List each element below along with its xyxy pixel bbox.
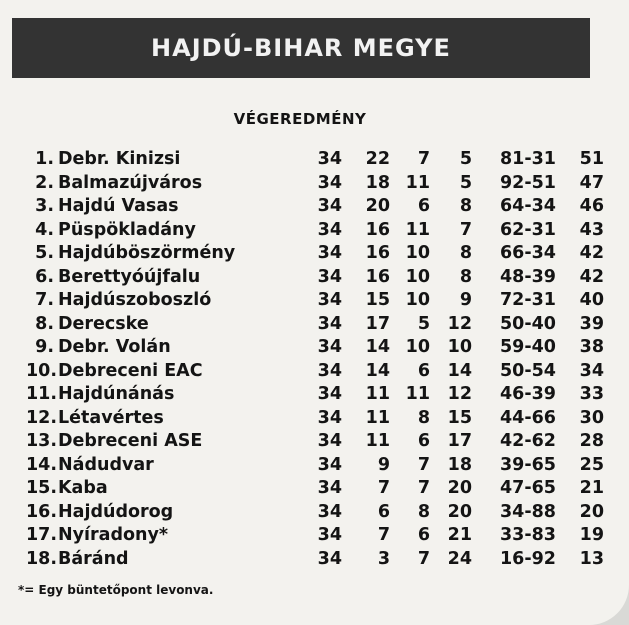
rank-cell: 10. (26, 360, 58, 381)
rank-cell: 5. (35, 243, 54, 263)
drawn-cell: 7 (417, 478, 430, 498)
won-cell: 6 (377, 501, 390, 522)
drawn-cell: 7 (417, 149, 430, 169)
rank-cell: 8. (35, 313, 54, 334)
rank-cell: 18. (26, 548, 58, 569)
team-name: Debr. Volán (58, 337, 171, 357)
goals-cell: 47-65 (500, 478, 556, 498)
table-row (26, 430, 604, 454)
drawn-cell: 11 (405, 172, 430, 193)
rank-cell: 2. (35, 172, 54, 193)
page-title: HAJDÚ-BIHAR MEGYE (151, 34, 451, 62)
won-cell: 7 (377, 525, 390, 545)
drawn-cell: 8 (417, 407, 430, 428)
team-name: Nyíradony* (58, 525, 169, 545)
goals-cell: 62-31 (500, 219, 556, 240)
rank-cell: 9. (35, 337, 54, 357)
rank-cell: 13. (26, 431, 58, 451)
table-row (26, 477, 604, 501)
played-cell: 34 (317, 290, 342, 310)
played-cell: 34 (317, 360, 342, 381)
table-row (26, 266, 604, 290)
table-row (26, 289, 604, 313)
played-cell: 34 (317, 196, 342, 216)
lost-cell: 7 (459, 219, 472, 240)
team-name: Hajdú Vasas (58, 196, 179, 216)
table-row (26, 313, 604, 337)
drawn-cell: 6 (417, 525, 430, 545)
points-cell: 38 (579, 337, 604, 357)
points-cell: 47 (579, 172, 604, 193)
played-cell: 34 (317, 548, 342, 569)
points-cell: 20 (579, 501, 604, 522)
points-cell: 25 (579, 454, 604, 475)
lost-cell: 10 (447, 337, 472, 357)
goals-cell: 42-62 (500, 431, 556, 451)
rank-cell: 17. (26, 525, 58, 545)
team-name: Debr. Kinizsi (58, 149, 181, 169)
table-row (26, 524, 604, 548)
drawn-cell: 6 (417, 360, 430, 381)
lost-cell: 9 (459, 290, 472, 310)
goals-cell: 72-31 (500, 290, 556, 310)
goals-cell: 44-66 (500, 407, 556, 428)
table-row (26, 501, 604, 525)
drawn-cell: 10 (405, 243, 430, 263)
team-name: Báránd (58, 548, 129, 569)
team-name: Berettyóújfalu (58, 266, 201, 287)
table-row (26, 383, 604, 407)
rank-cell: 3. (35, 196, 54, 216)
points-cell: 13 (579, 548, 604, 569)
points-cell: 33 (579, 384, 604, 404)
goals-cell: 34-88 (500, 501, 556, 522)
team-name: Balmazújváros (58, 172, 203, 193)
goals-cell: 39-65 (500, 454, 556, 475)
played-cell: 34 (317, 501, 342, 522)
points-cell: 46 (579, 196, 604, 216)
played-cell: 34 (317, 431, 342, 451)
standings-table (26, 148, 604, 571)
played-cell: 34 (317, 525, 342, 545)
drawn-cell: 6 (417, 431, 430, 451)
lost-cell: 12 (447, 384, 472, 404)
lost-cell: 15 (447, 407, 472, 428)
table-row (26, 242, 604, 266)
table-row (26, 219, 604, 243)
points-cell: 43 (579, 219, 604, 240)
team-name: Hajdúdorog (58, 501, 174, 522)
lost-cell: 20 (447, 478, 472, 498)
lost-cell: 21 (447, 525, 472, 545)
played-cell: 34 (317, 478, 342, 498)
rank-cell: 6. (35, 266, 54, 287)
drawn-cell: 7 (417, 548, 430, 569)
won-cell: 18 (365, 172, 390, 193)
points-cell: 28 (579, 431, 604, 451)
won-cell: 16 (365, 266, 390, 287)
drawn-cell: 11 (405, 219, 430, 240)
played-cell: 34 (317, 243, 342, 263)
table-row (26, 548, 604, 572)
lost-cell: 20 (447, 501, 472, 522)
goals-cell: 33-83 (500, 525, 556, 545)
team-name: Püspökladány (58, 219, 196, 240)
drawn-cell: 11 (405, 384, 430, 404)
team-name: Derecske (58, 313, 149, 334)
points-cell: 34 (579, 360, 604, 381)
footnote: *= Egy büntetőpont levonva. (18, 583, 214, 597)
points-cell: 42 (579, 266, 604, 287)
drawn-cell: 10 (405, 266, 430, 287)
won-cell: 22 (365, 149, 390, 169)
lost-cell: 17 (447, 431, 472, 451)
points-cell: 30 (579, 407, 604, 428)
goals-cell: 81-31 (500, 149, 556, 169)
played-cell: 34 (317, 384, 342, 404)
team-name: Hajdúszoboszló (58, 290, 212, 310)
table-row (26, 336, 604, 360)
rank-cell: 11. (26, 384, 58, 404)
table-row (26, 148, 604, 172)
goals-cell: 92-51 (500, 172, 556, 193)
won-cell: 20 (365, 196, 390, 216)
won-cell: 11 (365, 431, 390, 451)
played-cell: 34 (317, 172, 342, 193)
won-cell: 9 (377, 454, 390, 475)
points-cell: 40 (579, 290, 604, 310)
won-cell: 17 (365, 313, 390, 334)
points-cell: 21 (579, 478, 604, 498)
played-cell: 34 (317, 313, 342, 334)
rank-cell: 15. (26, 478, 58, 498)
team-name: Hajdúböszörmény (58, 243, 236, 263)
rank-cell: 12. (26, 407, 58, 428)
won-cell: 7 (377, 478, 390, 498)
lost-cell: 14 (447, 360, 472, 381)
title-banner (12, 18, 590, 78)
won-cell: 14 (365, 360, 390, 381)
table-row (26, 454, 604, 478)
drawn-cell: 5 (417, 313, 430, 334)
team-name: Kaba (58, 478, 108, 498)
won-cell: 11 (365, 407, 390, 428)
lost-cell: 5 (459, 172, 472, 193)
goals-cell: 59-40 (500, 337, 556, 357)
team-name: Létavértes (58, 407, 164, 428)
points-cell: 51 (579, 149, 604, 169)
played-cell: 34 (317, 149, 342, 169)
lost-cell: 12 (447, 313, 472, 334)
played-cell: 34 (317, 219, 342, 240)
points-cell: 39 (579, 313, 604, 334)
team-name: Hajdúnánás (58, 384, 175, 404)
team-name: Debreceni EAC (58, 360, 203, 381)
goals-cell: 46-39 (500, 384, 556, 404)
rank-cell: 7. (35, 290, 54, 310)
drawn-cell: 7 (417, 454, 430, 475)
goals-cell: 50-54 (500, 360, 556, 381)
table-row (26, 360, 604, 384)
goals-cell: 16-92 (500, 548, 556, 569)
table-row (26, 195, 604, 219)
played-cell: 34 (317, 266, 342, 287)
lost-cell: 8 (459, 266, 472, 287)
won-cell: 16 (365, 243, 390, 263)
table-row (26, 172, 604, 196)
rank-cell: 14. (26, 454, 58, 475)
rank-cell: 16. (26, 501, 58, 522)
team-name: Nádudvar (58, 454, 154, 475)
goals-cell: 50-40 (500, 313, 556, 334)
played-cell: 34 (317, 337, 342, 357)
points-cell: 19 (579, 525, 604, 545)
drawn-cell: 10 (405, 290, 430, 310)
section-subtitle: VÉGEREDMÉNY (233, 110, 367, 128)
goals-cell: 48-39 (500, 266, 556, 287)
drawn-cell: 10 (405, 337, 430, 357)
won-cell: 3 (377, 548, 390, 569)
goals-cell: 66-34 (500, 243, 556, 263)
played-cell: 34 (317, 454, 342, 475)
lost-cell: 8 (459, 196, 472, 216)
goals-cell: 64-34 (500, 196, 556, 216)
rank-cell: 4. (35, 219, 54, 240)
won-cell: 15 (365, 290, 390, 310)
lost-cell: 8 (459, 243, 472, 263)
lost-cell: 18 (447, 454, 472, 475)
lost-cell: 24 (447, 548, 472, 569)
played-cell: 34 (317, 407, 342, 428)
drawn-cell: 8 (417, 501, 430, 522)
team-name: Debreceni ASE (58, 431, 203, 451)
won-cell: 11 (365, 384, 390, 404)
rank-cell: 1. (35, 149, 54, 169)
table-row (26, 407, 604, 431)
drawn-cell: 6 (417, 196, 430, 216)
won-cell: 16 (365, 219, 390, 240)
won-cell: 14 (365, 337, 390, 357)
lost-cell: 5 (459, 149, 472, 169)
points-cell: 42 (579, 243, 604, 263)
